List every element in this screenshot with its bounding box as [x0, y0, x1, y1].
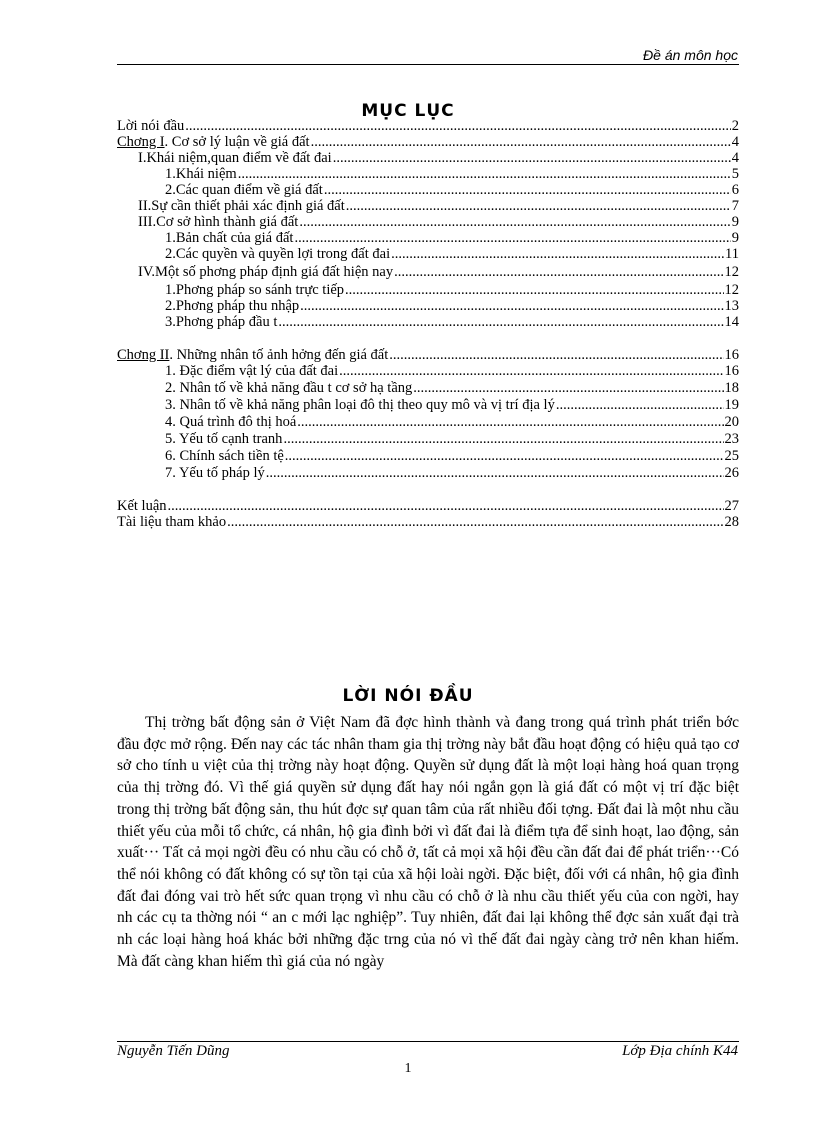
toc-entry-page: 20 [724, 414, 739, 430]
toc-leader [266, 465, 724, 481]
toc-entry-page: 18 [724, 380, 739, 396]
toc-entry-page: 23 [724, 431, 739, 447]
toc-leader [185, 118, 730, 134]
toc-leader [391, 246, 724, 262]
toc-entry-page: 9 [731, 214, 739, 230]
footer-class: Lớp Địa chính K44 [622, 1043, 738, 1059]
toc-leader [297, 414, 723, 430]
toc-leader [300, 298, 723, 314]
toc-entry-page: 19 [724, 397, 739, 413]
toc-entry-text: . Cơ sở lý luận về giá đất [164, 134, 310, 150]
toc-entry-page: 25 [724, 448, 739, 464]
toc-entry-1-I[interactable] [138, 150, 739, 166]
toc-entry-text: 4. Quá trình đô thị hoá [165, 414, 297, 430]
toc-entry-page: 7 [731, 198, 739, 214]
toc-leader [278, 314, 723, 330]
toc-leader [294, 230, 730, 246]
toc-entry-text: . Những nhân tố ảnh hởng đến giá đất [169, 347, 389, 363]
toc-entry-text: 2. Nhân tố về khả năng đầu t cơ sở hạ tầng [165, 380, 413, 396]
toc-leader [238, 166, 731, 182]
toc-leader [283, 431, 723, 447]
toc-entry-page: 13 [724, 298, 739, 314]
toc-entry-page: 2 [731, 118, 739, 134]
toc-leader [346, 198, 731, 214]
toc-entry-text: 1.Khái niệm [165, 166, 237, 182]
toc-entry-1-I-2[interactable] [165, 182, 739, 198]
toc-entry-page: 4 [731, 150, 739, 166]
toc-entry-page: 16 [724, 363, 739, 379]
toc-entry-1-IV-3[interactable] [165, 314, 739, 330]
toc-leader [394, 264, 723, 280]
section-title: LỜI NÓI ĐẦU [342, 686, 474, 706]
toc-entry-1-IV[interactable] [138, 264, 739, 280]
toc-leader [285, 448, 724, 464]
toc-entry-1-III[interactable] [138, 214, 739, 230]
footer-author: Nguyễn Tiến Dũng [117, 1043, 230, 1059]
toc-entry-page: 27 [724, 498, 739, 514]
section-body [117, 712, 739, 972]
toc-entry-page: 5 [731, 166, 739, 182]
toc-entry-text: 1.Bản chất của giá đất [165, 230, 294, 246]
toc-entry-chapter-1[interactable] [117, 134, 739, 150]
toc-leader [389, 347, 723, 363]
toc-entry-page: 12 [724, 282, 739, 298]
toc-leader [311, 134, 731, 150]
toc-leader [333, 150, 731, 166]
toc-entry-text: 3.Phơng pháp đầu t [165, 314, 278, 330]
toc-leader [345, 282, 723, 298]
toc-entry-page: 11 [725, 246, 739, 262]
toc-entry-text: Lời nói đầu [117, 118, 185, 134]
toc-entry-text: IV.Một số phơng pháp định giá đất hiện nay [138, 264, 394, 280]
toc-entry-1-I-1[interactable] [165, 166, 739, 182]
toc-entry-text: 2.Các quyền và quyền lợi trong đất đai [165, 246, 391, 262]
toc-entry-2-3[interactable] [165, 397, 739, 413]
toc-entry-page: 4 [731, 134, 739, 150]
toc-entry-conclusion[interactable] [117, 498, 739, 514]
toc-entry-1-IV-1[interactable] [165, 282, 739, 298]
toc-entry-text: 6. Chính sách tiền tệ [165, 448, 284, 464]
toc-entry-text: 5. Yếu tố cạnh tranh [165, 431, 283, 447]
toc-entry-2-1[interactable] [165, 363, 739, 379]
toc-leader [227, 514, 723, 530]
toc-entry-page: 6 [731, 182, 739, 198]
toc-entry-references[interactable] [117, 514, 739, 530]
toc-entry-1-II[interactable] [138, 198, 739, 214]
toc-entry-text: 1. Đặc điểm vật lý của đất đai [165, 363, 339, 379]
toc-entry-2-5[interactable] [165, 431, 739, 447]
toc-entry-page: 9 [731, 230, 739, 246]
toc-title: MỤC LỤC [361, 101, 455, 121]
toc-entry-1-IV-2[interactable] [165, 298, 739, 314]
header-divider [117, 64, 739, 65]
body-paragraph: Thị trờng bất động sản ở Việt Nam đã đợc hình thành và đang trong quá trình phát triển bớc đầu đợc mở rộng. Đến nay các tác nhân tham gia thị trờng này bắt đầu hoạt động có hiệu quả tạo cơ sở cho tính u việt của thị trờng này hoạt động. Quyền sử dụng đất là một loại hàng hoá quan trọng của thị trờng đó. Vì thế giá quyền sử dụng đất hay nói ngắn gọn là giá đất có một vị trí đặc biệt trong thị trờng bất động sản, thu hút đợc sự quan tâm của rất nhiều đối tợng. Đất đai là một nhu cầu thiết yếu của mỗi tổ chức, cá nhân, hộ gia đình bởi vì đất đai là điểm tựa để sinh hoạt, lao động, sản xuất··· Tất cả mọi ngời đều có nhu cầu có chỗ ở, tất cả mọi xã hội đều cần đất đai để phát triển···Có thể nói không có đất không có sự tồn tại của xã hội loài ngời. Đặc biệt, đối với cá nhân, hộ gia đình đất đai đóng vai trò hết sức quan trọng vì nhu cầu có chỗ ở là nhu cầu thiết yếu của con ngời, hay nh các cụ ta thờng nói “ an c mới lạc nghiệp”. Tuy nhiên, đất đai lại không thể đợc sản xuất đại trà nh các loại hàng hoá khác bởi những đặc trng của nó vì thế đất đai ngày càng trở nên khan hiếm. Mà đất càng khan hiếm thì giá của nó ngày [117, 714, 739, 970]
toc-entry-2-7[interactable] [165, 465, 739, 481]
toc-entry-intro[interactable] [117, 118, 739, 134]
toc-entry-text: 2.Các quan điểm về giá đất [165, 182, 323, 198]
header-title: Đề án môn học [643, 47, 738, 63]
toc-entry-text: I.Khái niệm,quan điểm về đất đai [138, 150, 332, 166]
toc-entry-text: Kết luận [117, 498, 167, 514]
toc-entry-text: 1.Phơng pháp so sánh trực tiếp [165, 282, 345, 298]
toc-leader [324, 182, 731, 198]
toc-entry-1-III-1[interactable] [165, 230, 739, 246]
toc-entry-text: 3. Nhân tố về khả năng phân loại đô thị theo quy mô và vị trí địa lý [165, 397, 555, 413]
toc-entry-page: 14 [724, 314, 739, 330]
footer-divider [117, 1041, 739, 1042]
toc-entry-page: 26 [724, 465, 739, 481]
toc-entry-2-2[interactable] [165, 380, 739, 396]
toc-entry-text: II.Sự cần thiết phải xác định giá đất [138, 198, 345, 214]
toc-leader [413, 380, 723, 396]
toc-leader [299, 214, 730, 230]
toc-entry-1-III-2[interactable] [165, 246, 739, 262]
toc-entry-page: 16 [724, 347, 739, 363]
toc-entry-page: 28 [724, 514, 739, 530]
toc-entry-chapter-2[interactable] [117, 347, 739, 363]
toc-entry-text: III.Cơ sở hình thành giá đất [138, 214, 299, 230]
toc-entry-page: 12 [724, 264, 739, 280]
toc-leader [556, 397, 724, 413]
toc-entry-text: Tài liệu tham khảo [117, 514, 227, 530]
toc-entry-2-6[interactable] [165, 448, 739, 464]
toc-leader [339, 363, 723, 379]
page-number: 1 [404, 1061, 412, 1076]
toc-entry-2-4[interactable] [165, 414, 739, 430]
toc-leader [168, 498, 724, 514]
toc-entry-text: 2.Phơng pháp thu nhập [165, 298, 300, 314]
toc-entry-text: 7. Yếu tố pháp lý [165, 465, 265, 481]
toc-chapter-label: Chơng II [117, 347, 170, 363]
toc-chapter-label: Chơng I [117, 134, 165, 150]
